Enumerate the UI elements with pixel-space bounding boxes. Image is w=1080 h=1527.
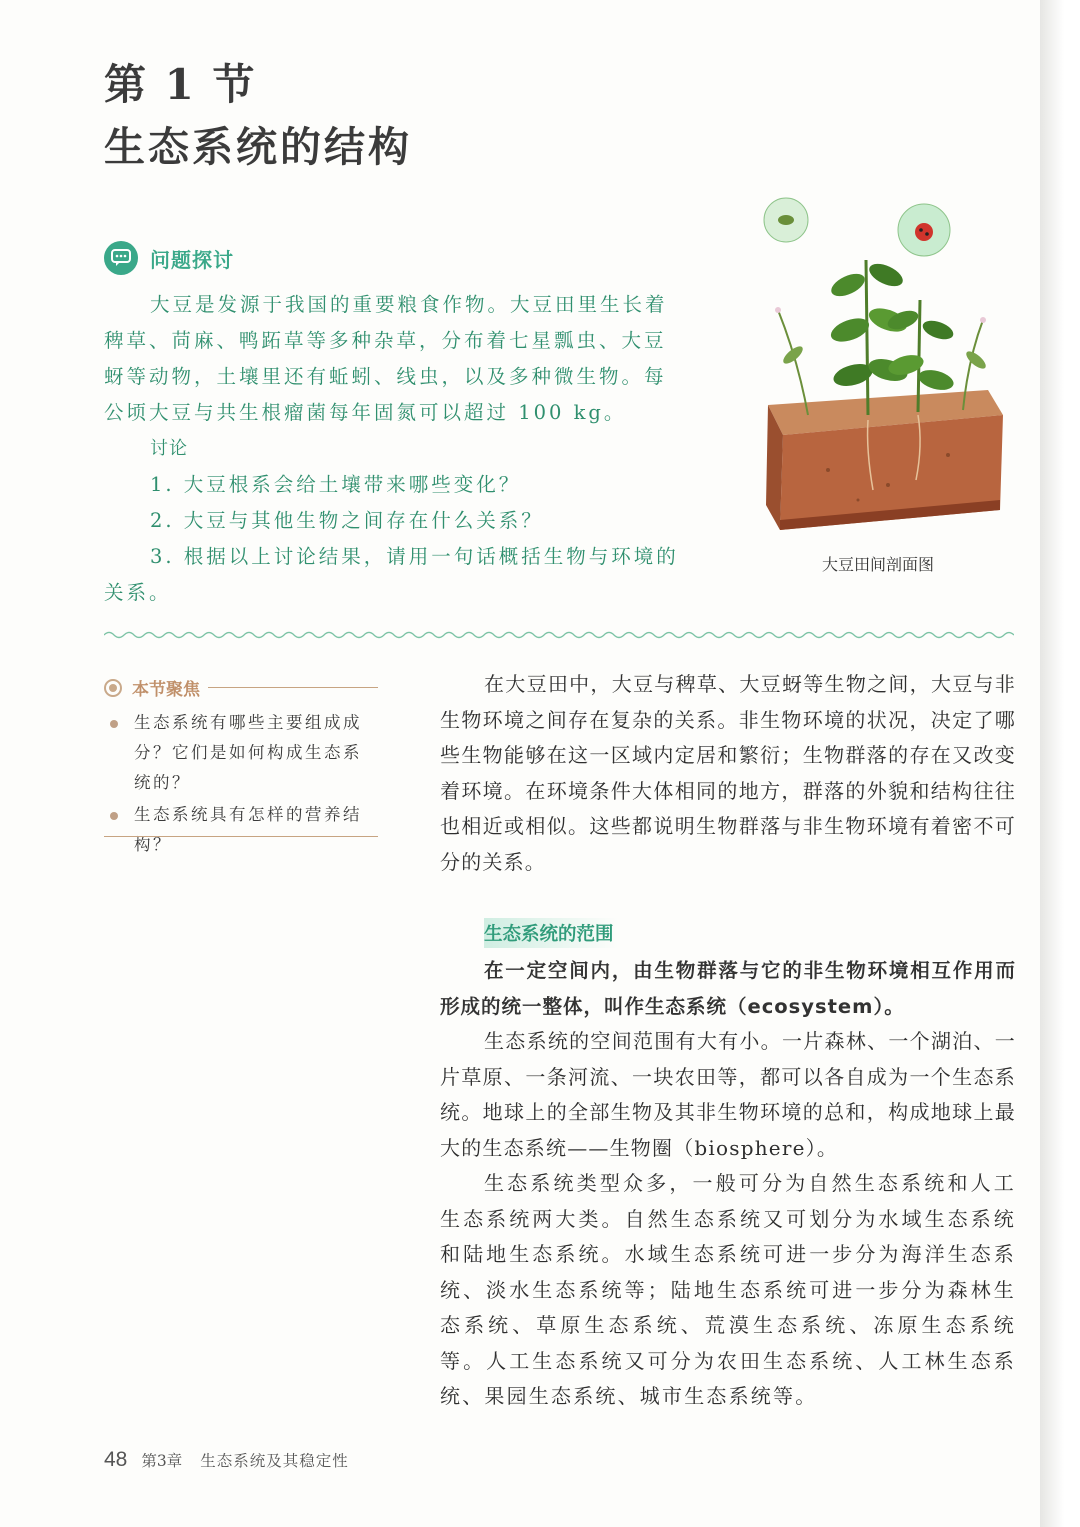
figure-caption: 大豆田间剖面图 — [821, 555, 934, 574]
discussion-item-3: 3. 根据以上讨论结果，请用一句话概括生物与环境的关系。 — [104, 545, 679, 604]
definition-paragraph: 在一定空间内，由生物群落与它的非生物环境相互作用而形成的统一整体，叫作生态系统（ecosystem）。 — [440, 959, 1016, 1018]
soybean-field-illustration — [738, 190, 1018, 550]
bullet-icon — [110, 720, 118, 728]
page-spine-shadow — [1040, 0, 1080, 1527]
focus-item — [104, 708, 378, 798]
focus-box-header — [104, 675, 378, 700]
scope-text — [440, 1024, 1016, 1166]
definition-block — [440, 953, 1016, 1025]
bullet-icon — [110, 812, 118, 820]
question-box-title: 问题探讨 — [150, 247, 234, 272]
focus-list — [104, 708, 378, 862]
section-number: 第 1 节 — [104, 60, 257, 109]
scope-paragraph: 生态系统的空间范围有大有小。一片森林、一个湖泊、一片草原、一条河流、一块农田等，都可以各自成为一个生态系统。地球上的全部生物及其非生物环境的总和，构成地球上最大的生态系统——生物圈（biosphere）。 — [440, 1029, 1016, 1160]
focus-item-text: 生态系统具有怎样的营养结构？ — [134, 805, 362, 854]
types-text — [440, 1166, 1016, 1415]
discussion-label: 讨论 — [150, 438, 188, 459]
focus-item-text: 生态系统有哪些主要组成成分？它们是如何构成生态系统的？ — [134, 713, 362, 792]
discussion-item-1: 1. 大豆根系会给土壤带来哪些变化？ — [150, 473, 522, 496]
question-box-content — [104, 287, 684, 611]
question-paragraph: 大豆是发源于我国的重要粮食作物。大豆田里生长着稗草、苘麻、鸭跖草等多种杂草，分布着七星瓢虫、大豆蚜等动物，土壤里还有蚯蚓、线虫，以及多种微生物。每公顷大豆与共生根瘤菌每年固氮可以超过 100 kg。 — [104, 293, 668, 424]
section-title: 生态系统的结构 — [104, 123, 412, 171]
focus-divider — [208, 687, 378, 688]
page-number: 48 — [104, 1448, 128, 1471]
focus-item — [104, 800, 378, 860]
chapter-title: 生态系统及其稳定性 — [200, 1452, 349, 1470]
intro-text — [440, 667, 1016, 880]
page-footer — [104, 1448, 349, 1472]
types-paragraph: 生态系统类型众多，一般可分为自然生态系统和人工生态系统两大类。自然生态系统又可划分为水域生态系统和陆地生态系统。水域生态系统可进一步分为海洋生态系统、淡水生态系统等；陆地生态系统可进一步分为森林生态系统、草原生态系统、荒漠生态系统、冻原生态系统等。人工生态系统又可分为农田生态系统、人工林生态系统、果园生态系统、城市生态系统等。 — [440, 1171, 1016, 1408]
section-heading: 生态系统的范围 — [484, 918, 618, 948]
focus-box-title: 本节聚焦 — [132, 680, 200, 700]
target-icon — [104, 679, 122, 697]
wavy-divider — [104, 628, 1014, 642]
discussion-item-2: 2. 大豆与其他生物之间存在什么关系？ — [150, 509, 544, 532]
question-box-header — [104, 240, 234, 276]
focus-bottom-divider — [104, 836, 378, 837]
speech-bubble-icon — [104, 241, 138, 275]
intro-paragraph: 在大豆田中，大豆与稗草、大豆蚜等生物之间，大豆与非生物环境之间存在复杂的关系。非生物环境的状况，决定了哪些生物能够在这一区域内定居和繁衍；生物群落的存在又改变着环境。在环境条件大体相同的地方，群落的外貌和结构往往也相近或相似。这些都说明生物群落与非生物环境有着密不可分的关系。 — [440, 672, 1016, 874]
chapter-label: 第3章 — [141, 1452, 183, 1470]
